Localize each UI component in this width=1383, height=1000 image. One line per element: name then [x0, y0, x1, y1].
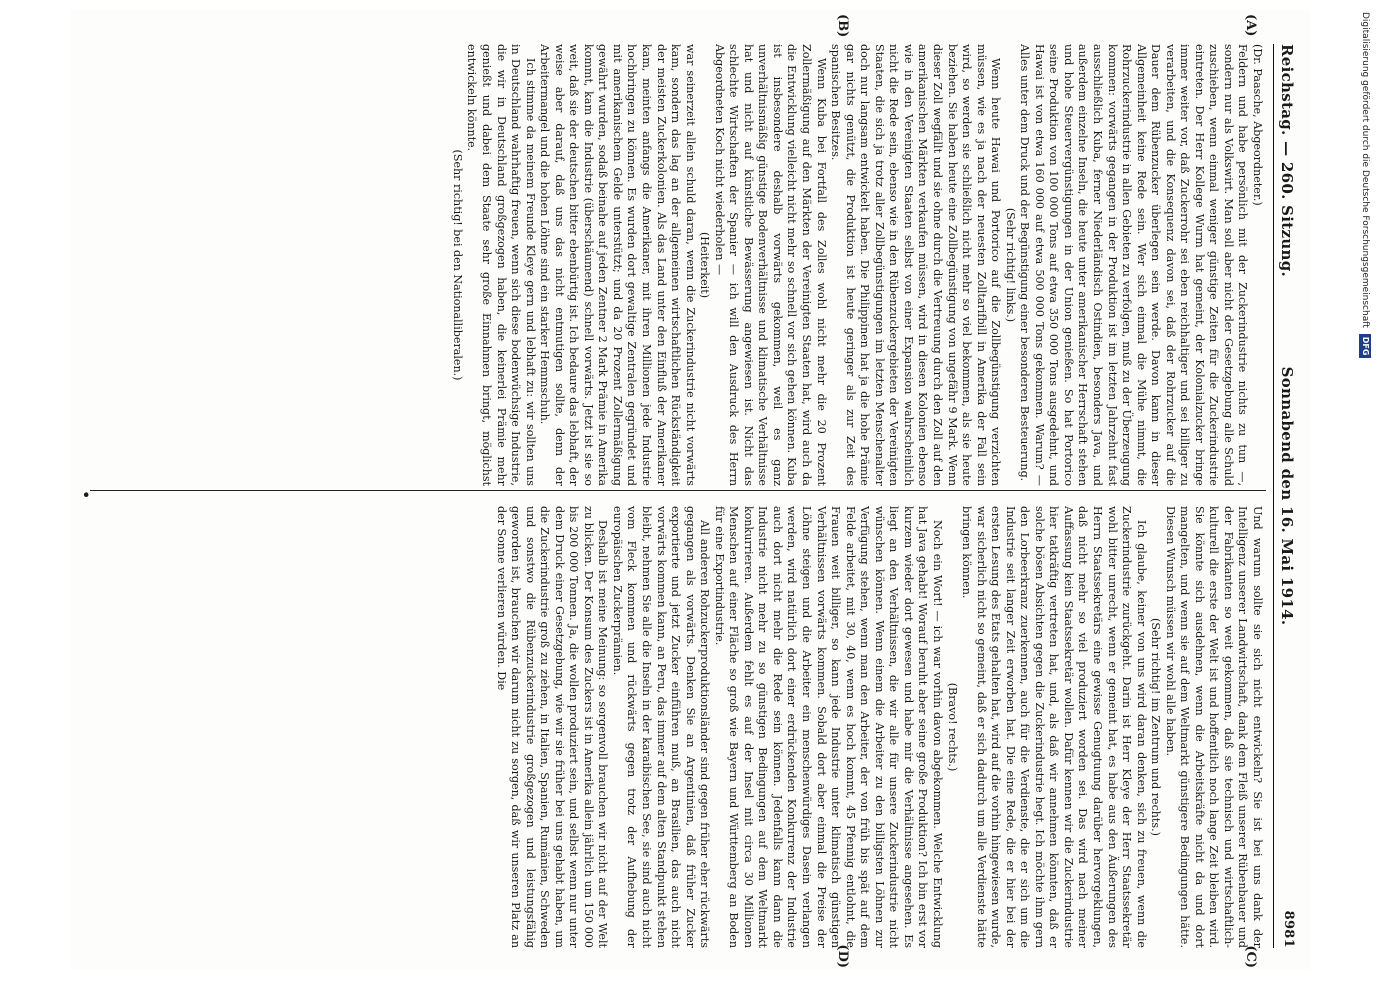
left-column	[80, 44, 1264, 486]
paragraph-q7: Deshalb ist meine Meinung: so sorgenvoll brauchen wir nicht auf der Welt zu blicken. Der Konsum des Zuckers ist in Amerika allein jährlich um 150 000 bis 200 000 Tonnen. Ja, die wollen produziert sein, und selbst wenn nur unter dem Druck einer Gesetzgebung, wie wir sie früher bei uns gehabt haben, um die Zuckerindustrie groß zu ziehen, in Italien, Spanien, Rumänien, Schweden und sonstwo die Rübenzuckerindustrie großgezogen und leistungsfähig geworden ist, brauchen wir darum nicht zu sorgen, daß wir unseren Platz an der Sonne verlieren würden. Die	[494, 506, 610, 948]
paragraph-p5: Ich stimme da meinem Freunde Kleye gern und lebhaft zu: wir sollten uns in Deutschland wahrhaftig freuen, wenn sich diese bodenwüchsige Industrie, die wir in Deutschland großgezogen haben, die keinerlei Prämie mehr genießt und dabei dem Staate sehr große Einnahmen bringt, möglichst entwickeln könnte.	[465, 44, 537, 486]
paragraph-q3: Ich glaube, keiner von uns wird daran denken, sich zu freuen, wenn die Zuckerindustrie zurückgeht. Darin ist Herr Kleye der Herr Staatssekretär wohl bitter unrecht, wenn er gemeint hat, es habe aus den Äußerungen des Herrn Staatssekretärs eine gewisse Genugtuung darüber hervorgeklungen, daß nicht mehr so viel produziert worden sei. Das wird nach meiner Auffassung kein Staatssekretär wollen. Dafür kennen wir die Zuckerindustrie hier tatkräftig vertreten hat, und, als daß wir annehmen könnten, daß er solche bösen Absichten gegen die Zuckerindustrie hegt. Ich möchte ihm gern den Lorbeerkranz zuerkennen, auch für die Verdienste, die er sich um die Industrie seit langer Zeit erworben hat. Die eine Rede, die er hier bei der ersten Lesung des Etats gehalten hat, wird auf die vorhin hingewiesen wurde, war sicherlich nicht so gemeint, daß er sich dadurch um alle Verdienste hätte bringen können.	[960, 506, 1148, 948]
dfg-logo: DFG	[1359, 334, 1371, 359]
end-dot: •	[76, 490, 95, 500]
page-number: 8981	[1281, 910, 1296, 948]
paragraph-q1: Und warum sollte sie sich nicht entwickeln? Sie ist bei uns dank der Intelligenz unserer Landwirtschaft, dank dem Fleiß unserer Rübenbauer und der Fabrikanten so weit gekommen, daß sie technisch und wirtschaftlich-kulturell die erste der Welt ist und hoffentlich noch lange Zeit bleiben wird. Sie könnte sich ausdehnen, wenn die Arbeitskräfte nicht da und dort mangelten, und wenn sie auf dem Weltmarkt günstigere Bedingungen hätte. Diesen Wunsch müssen wir wohl alle haben.	[1163, 506, 1264, 948]
header-session: Reichstag. — 260. Sitzung.	[1278, 44, 1296, 278]
paragraph-speaker: (Dr. Paasche, Abgeordneter.)	[1251, 44, 1264, 206]
margin-mark-a: (A)	[1243, 14, 1258, 37]
paragraph-r1: (Sehr richtig! links.)	[1003, 207, 1017, 323]
header-date: Sonnabend den 16. Mai 1914.	[1278, 366, 1296, 626]
paragraph-q2: (Sehr richtig! im Zentrum und rechts.)	[1149, 618, 1163, 836]
margin-mark-d: (D)	[835, 944, 850, 968]
paragraph-p3: Wenn Kuba bei Fortfall des Zolles wohl nicht mehr die 20 Prozent Zollermäßigung auf den Märkten der Vereinigten Staaten hat, wird auch da die Entwicklung vielleicht nicht mehr so schnell vor sich gehen können. Kuba ist insbesondere deshalb vorwärts gekommen, weil es ganz unverhältnismäßig günstige Bodenverhältnisse und klimatische Verhältnisse hat und nicht auf künstliche Bewässerung angewiesen ist. Nicht das schlechte Wirtschaften der Spanier — ich will den Ausdruck des Herrn Abgeordneten Koch nicht wiederholen —	[712, 44, 828, 486]
digitization-text: Digitalisierung gefördert durch die Deutsche Forschungsgemeinschaft	[1360, 12, 1370, 328]
margin-mark-b: (B)	[835, 14, 850, 38]
paragraph-q4: (Bravo! rechts.)	[945, 682, 959, 772]
paragraph-p2: Wenn heute Hawai und Portorico auf die Zollbegünstigung verzichten müssen, wie es ja nach der neuesten Zolltarifbill in Amerika der Fall sein wird, so werden sie schließlich nicht mehr so viel bekommen, als sie heute beziehen. Sie haben heute eine Zollbegünstigung von ungefähr 9 Mark. Wenn dieser Zoll wegfällt und sie ohne durch die Vertreuung durch den Zoll auf den amerikanischen Märkten verkaufen müssen, wird in diesen Kolonien ebenso wie in den Vereinigten Staaten selbst von einer Expansion wahrscheinlich nicht die Rede sein, ebenso wie in den Rübenzuckergebieten der Vereinigten Staaten, die sich ja trotz aller Zollbegünstigungen im letzten Menschenalter doch nur langsam entwickelt haben. Die Philippinen hat ja die hohe Prämie gar nichts genützt, die Produktion ist heute geringer als zur Zeit des spanischen Besitzes.	[829, 44, 1003, 486]
page-header	[1273, 44, 1300, 948]
paragraph-r3: (Sehr richtig! bei den Nationalliberalen.)	[450, 149, 464, 381]
paragraph-q5: Noch ein Wort! — ich war vorhin davon abgekommen. Welche Entwicklung hat Java gehabt! Worauf beruht aber seine große Produktion? Ich bin erst vor kurzem wieder dort gewesen und habe mir die Verhältnisse angesehen. Es liegt an den Verhältnissen, die wir alle für unsere Zuckerindustrie nicht wünschen können. Wenn einem die Arbeiter zu den billigsten Löhnen zur Verfügung stehen, wenn man den Arbeiter, der von früh bis spät auf dem Felde arbeitet, mit 30, 40, wenn es hoch kommt, 45 Pfennig entlohnt, die Frauen weit billiger, so kann jede Industrie unter klimatisch günstigen Verhältnissen vorwärts kommen. Sobald dort aber einmal die Preise der Löhne steigen und die Arbeiter ein menschenwürdiges Dasein verlangen werden, wird natürlich dort einer erdrückenden Konkurrenz der Industrie auch dort nicht mehr die Rede sein können. Jedenfalls kann dann die Industrie nicht mehr zu so günstigen Bedingungen auf dem Weltmarkt konkurrieren. Außerdem fehlt es auf der Insel mit circa 30 Millionen Menschen auf einer Fläche so groß wie Bayern und Württemberg an Boden für eine Exportindustrie.	[712, 506, 944, 948]
document-page	[70, 10, 1310, 970]
paragraph-q6: All anderen Rohzuckerproduktionsländer sind gegen früher eher rückwärts gegangen als vorwärts. Denken Sie an Argentinien, daß früher Zucker exportierte und jetzt Zucker einführen muß, an Brasilien, das auch nicht vorwärts kommen kann, an Peru, das immer auf dem alten Standpunkt stehen bleibt, nehmen Sie alle die Inseln in der karaibischen See, sie sind auch nicht vom Fleck kommen und rückwärts gegen trotz der Aufhebung der europäischen Zuckerprämien.	[610, 506, 712, 948]
margin-mark-c: (C)	[1243, 945, 1258, 968]
right-column	[80, 506, 1264, 948]
paragraph-p1: Feldern und habe persönlich mit der Zuckerindustrie nichts zu tun —, sondern nur als Volkswirt. Man soll aber nicht der Gesetzgebung alle Schuld zuschieben, wenn einmal weniger günstige Zeiten für die Zuckerindustrie eintreten. Der Herr Kollege Wurm hat gemeint, der Kolonialzucker bringe immer weiter vor, daß Zuckerrohr sei eben reichhaltiger und sei billiger zu verarbeiten, und die Konsequenz davon sei, daß der Rohrzucker auf die Dauer dem Rübenzucker überlegen sein werde. Davon kann in dieser Allgemeinheit keine Rede sein. Wer sich einmal die Mühe nimmt, die Rohrzuckerindustrie in allen Gebieten zu verfolgen, muß zu der Überzeugung kommen: vorwärts gegangen in der Produktion ist im letzten Jahrzehnt fast ausschließlich Kuba, ferner Niederländisch Ostindien, besonders Java, und außerdem einzelne Inseln, die heute unter amerikanischer Herrschaft stehen und hohe Steuervergünstigungen in der Union genießen. So hat Portorico seine Produktion von 100 000 Tons auf etwa 350 000 Tons ausgedehnt, und Hawai ist von etwa 160 000 auf etwa 500 000 Tons gekommen. Warum? — Alles unter dem Druck und der Begünstigung einer besonderen Besteuerung.	[1018, 44, 1250, 486]
text-columns	[80, 44, 1264, 948]
digitization-note	[1358, 12, 1372, 672]
paragraph-p4: war seinerzeit allein schuld daran, wenn die Zuckerindustrie nicht vorwärts kam, sondern das lag an der allgemeinen wirtschaftlichen Rückständigkeit der meisten Zuckerkolonien. Als das Land unter den Einfluß der Amerikaner kam, meinten anfangs die Amerikaner, mit ihren Millionen jede Industrie hochbringen zu können. Es wurden dort gewaltige Zentralen gegründet und mit amerikanischem Gelde unterstützt; und da 20 Prozent Zollermäßigung gewährt wurden, sodaß beinahe auf jeden Zentner 2 Mark Prämie in Amerika kommt, kam die Industrie (überschäumend) schnell vorwärts. Jetzt ist sie so weit, daß sie der deutschen bitter ebenbürtig ist. Ich bedaure das lebhaft, der weise aber darauf, daß uns das nicht entmutigen sollte, denn der Arbeitermangel und die hohen Löhne sind ein starker Hemmschuh.	[538, 44, 697, 486]
paragraph-r2: (Heiterkeit)	[698, 231, 712, 299]
